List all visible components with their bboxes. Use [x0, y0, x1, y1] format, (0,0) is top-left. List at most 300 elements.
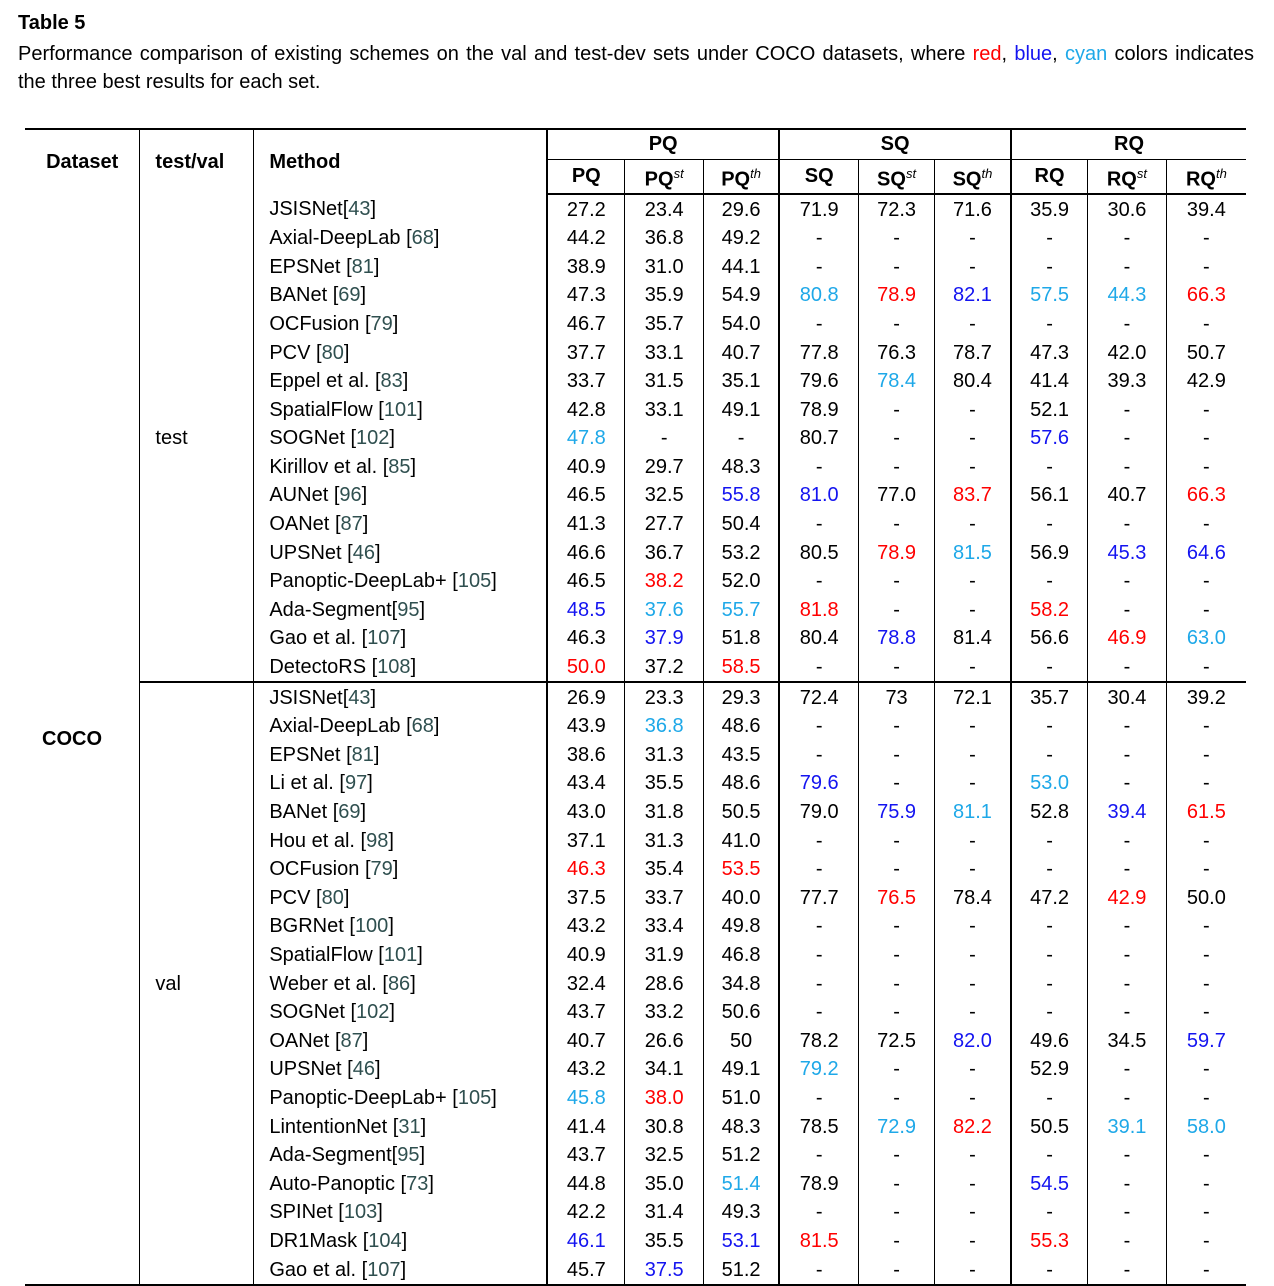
- value-cell: -: [934, 826, 1011, 855]
- value-cell: -: [779, 912, 859, 941]
- value-cell: -: [1088, 567, 1167, 596]
- value-cell: -: [1166, 395, 1246, 424]
- value-cell: -: [1088, 912, 1167, 941]
- value-cell: 42.8: [547, 395, 625, 424]
- method-spacer: [345, 427, 351, 449]
- value-cell: 46.1: [547, 1227, 625, 1256]
- value-cell: 48.6: [704, 769, 780, 798]
- value-cell: 52.0: [704, 567, 780, 596]
- method-text: Panoptic-DeepLab+: [269, 570, 447, 593]
- value-cell: 52.1: [1011, 395, 1088, 424]
- citation-link[interactable]: 69: [338, 801, 361, 824]
- value-cell: -: [1011, 998, 1088, 1027]
- value-cell: 27.2: [547, 194, 625, 224]
- citation-link[interactable]: 97: [344, 772, 368, 795]
- value-cell: 51.4: [704, 1169, 780, 1198]
- value-cell: 78.4: [859, 367, 935, 396]
- value-cell: -: [859, 712, 935, 741]
- metric-label: SQ: [804, 165, 834, 188]
- value-cell: 37.5: [625, 1255, 704, 1285]
- value-cell: 23.4: [625, 194, 704, 224]
- method-text: OANet: [269, 513, 330, 536]
- citation-link[interactable]: 107: [367, 1258, 401, 1281]
- metric-label: PQ: [721, 168, 751, 191]
- citation-link[interactable]: 73: [406, 1172, 429, 1195]
- value-cell: -: [859, 653, 935, 683]
- value-cell: 49.3: [704, 1198, 780, 1227]
- value-cell: -: [779, 941, 859, 970]
- header-metric: [1166, 159, 1246, 194]
- value-cell: -: [1166, 1227, 1246, 1256]
- metric-label: RQ: [1034, 165, 1065, 188]
- citation-link[interactable]: 87: [340, 1029, 363, 1052]
- value-cell: 40.7: [704, 338, 780, 367]
- citation-link[interactable]: 98: [366, 829, 389, 852]
- value-cell: 45.3: [1088, 538, 1167, 567]
- method-name: DR1Mask [104]: [254, 1227, 547, 1256]
- value-cell: -: [934, 424, 1011, 453]
- citation-link[interactable]: 68: [411, 715, 434, 738]
- value-cell: -: [1011, 941, 1088, 970]
- value-cell: -: [934, 1198, 1011, 1227]
- value-cell: -: [934, 395, 1011, 424]
- citation-link[interactable]: 80: [321, 341, 344, 364]
- value-cell: 29.7: [625, 453, 704, 482]
- value-cell: 54.9: [704, 281, 780, 310]
- value-cell: 71.9: [779, 194, 859, 224]
- value-cell: -: [1166, 712, 1246, 741]
- value-cell: 80.4: [934, 367, 1011, 396]
- metric-label: RQ: [1185, 168, 1216, 191]
- value-cell: 41.3: [547, 510, 625, 539]
- value-cell: 51.0: [704, 1084, 780, 1113]
- value-cell: 43.5: [704, 741, 780, 770]
- value-cell: 78.5: [779, 1112, 859, 1141]
- value-cell: -: [859, 424, 935, 453]
- method-spacer: [387, 1116, 393, 1138]
- value-cell: 55.3: [1011, 1227, 1088, 1256]
- citation-link[interactable]: 79: [370, 312, 393, 335]
- method-text: EPSNet: [269, 743, 341, 766]
- value-cell: -: [934, 712, 1011, 741]
- value-cell: 80.4: [779, 624, 859, 653]
- value-cell: 35.0: [625, 1169, 704, 1198]
- method-spacer: [377, 456, 383, 478]
- value-cell: 29.3: [704, 682, 780, 712]
- value-cell: 46.3: [547, 855, 625, 884]
- value-cell: 71.6: [934, 194, 1011, 224]
- value-cell: 79.0: [779, 798, 859, 827]
- citation-link[interactable]: 96: [339, 484, 362, 507]
- value-cell: 50.5: [704, 798, 780, 827]
- value-cell: -: [1088, 855, 1167, 884]
- value-cell: -: [859, 1227, 935, 1256]
- method-spacer: [344, 915, 350, 937]
- method-name: BANet [69]: [254, 281, 547, 310]
- value-cell: 76.5: [859, 884, 935, 913]
- value-cell: 83.7: [934, 481, 1011, 510]
- value-cell: -: [1011, 252, 1088, 281]
- citation-link[interactable]: 86: [387, 972, 411, 995]
- value-cell: 76.3: [859, 338, 935, 367]
- value-cell: -: [1088, 653, 1167, 683]
- value-cell: -: [1011, 826, 1088, 855]
- value-cell: -: [1166, 1084, 1246, 1113]
- method-text: PCV: [269, 886, 311, 909]
- method-name: OCFusion [79]: [254, 855, 547, 884]
- value-cell: -: [934, 855, 1011, 884]
- value-cell: -: [1166, 1255, 1246, 1285]
- method-text: Ada-Segment: [269, 598, 392, 621]
- value-cell: 28.6: [625, 969, 704, 998]
- value-cell: -: [1166, 596, 1246, 625]
- method-spacer: [328, 484, 334, 506]
- method-text: SpatialFlow: [269, 398, 373, 421]
- citation-link[interactable]: 79: [370, 858, 393, 881]
- method-text: Panoptic-DeepLab+: [269, 1086, 447, 1109]
- value-cell: -: [779, 567, 859, 596]
- metric-label: PQ: [571, 165, 601, 188]
- value-cell: -: [859, 826, 935, 855]
- citation-link[interactable]: 80: [321, 886, 344, 909]
- value-cell: -: [779, 252, 859, 281]
- method-name: JSISNet[43]: [254, 682, 547, 712]
- value-cell: 38.2: [625, 567, 704, 596]
- citation-link[interactable]: 105: [457, 1086, 492, 1109]
- method-spacer: [342, 1058, 348, 1080]
- metric-superscript: st: [673, 165, 684, 181]
- value-cell: 66.3: [1166, 281, 1246, 310]
- method-name: DetectoRS [108]: [254, 653, 547, 683]
- value-cell: -: [1011, 712, 1088, 741]
- method-name: PCV [80]: [254, 884, 547, 913]
- value-cell: 45.8: [547, 1084, 625, 1113]
- value-cell: 39.1: [1088, 1112, 1167, 1141]
- value-cell: 44.2: [547, 224, 625, 253]
- method-spacer: [373, 944, 379, 966]
- value-cell: 32.4: [547, 969, 625, 998]
- citation-link[interactable]: 102: [356, 427, 390, 450]
- value-cell: 26.9: [547, 682, 625, 712]
- citation-link[interactable]: 95: [397, 598, 420, 621]
- citation-link[interactable]: 68: [411, 227, 434, 250]
- method-text: SPINet: [269, 1201, 333, 1224]
- split-label: val: [140, 682, 254, 1284]
- citation-link[interactable]: 43: [348, 686, 371, 709]
- method-text: SOGNet: [269, 1001, 345, 1024]
- table-title: Table 5: [18, 12, 86, 34]
- metric-superscript: th: [750, 165, 761, 181]
- value-cell: -: [779, 969, 859, 998]
- value-cell: 35.7: [625, 310, 704, 339]
- value-cell: 49.8: [704, 912, 780, 941]
- citation-link[interactable]: 102: [356, 1001, 390, 1024]
- value-cell: -: [779, 453, 859, 482]
- method-name: Weber et al. [86]: [254, 969, 547, 998]
- header-row-groups: [25, 129, 1246, 159]
- value-cell: 72.9: [859, 1112, 935, 1141]
- value-cell: 38.9: [547, 252, 625, 281]
- citation-link[interactable]: 101: [383, 943, 418, 966]
- citation-link[interactable]: 101: [383, 398, 418, 421]
- value-cell: 47.3: [547, 281, 625, 310]
- value-cell: 39.2: [1166, 682, 1246, 712]
- header-group-rq: RQ: [1011, 129, 1246, 159]
- value-cell: -: [1088, 224, 1167, 253]
- value-cell: -: [859, 395, 935, 424]
- citation-link[interactable]: 104: [368, 1229, 402, 1252]
- value-cell: 43.7: [547, 1141, 625, 1170]
- citation-link[interactable]: 107: [367, 627, 401, 650]
- value-cell: -: [1166, 252, 1246, 281]
- value-cell: -: [779, 712, 859, 741]
- method-spacer: [327, 801, 333, 823]
- value-cell: 48.5: [547, 596, 625, 625]
- value-cell: 47.8: [547, 424, 625, 453]
- value-cell: 42.0: [1088, 338, 1167, 367]
- header-metric: [1011, 159, 1088, 194]
- citation-link[interactable]: 46: [352, 541, 375, 564]
- value-cell: 44.3: [1088, 281, 1167, 310]
- value-cell: 34.5: [1088, 1026, 1167, 1055]
- value-cell: 46.6: [547, 538, 625, 567]
- value-cell: -: [779, 998, 859, 1027]
- table-caption: Performance comparison of existing schemes on the val and test-dev sets under COCO datasets, where red, blue, cyan colors indicates the three best results for each set.: [18, 43, 1255, 93]
- value-cell: 35.7: [1011, 682, 1088, 712]
- method-spacer: [447, 1087, 453, 1109]
- method-text: OANet: [269, 1029, 330, 1052]
- value-cell: 49.2: [704, 224, 780, 253]
- method-spacer: [310, 342, 316, 364]
- value-cell: -: [1166, 567, 1246, 596]
- value-cell: 80.5: [779, 538, 859, 567]
- value-cell: 35.5: [625, 1227, 704, 1256]
- value-cell: 37.9: [625, 624, 704, 653]
- method-text: DR1Mask: [269, 1229, 358, 1252]
- value-cell: 53.1: [704, 1227, 780, 1256]
- caption-red-word: red: [972, 43, 1002, 65]
- value-cell: -: [1088, 453, 1167, 482]
- citation-link[interactable]: 81: [351, 255, 374, 278]
- value-cell: 57.6: [1011, 424, 1088, 453]
- split-label: test: [140, 194, 254, 682]
- method-name: EPSNet [81]: [254, 252, 547, 281]
- value-cell: 37.2: [625, 653, 704, 683]
- value-cell: 35.1: [704, 367, 780, 396]
- method-spacer: [401, 715, 407, 737]
- value-cell: -: [779, 653, 859, 683]
- value-cell: 53.0: [1011, 769, 1088, 798]
- value-cell: 77.8: [779, 338, 859, 367]
- value-cell: 50.5: [1011, 1112, 1088, 1141]
- value-cell: 47.3: [1011, 338, 1088, 367]
- value-cell: -: [779, 1198, 859, 1227]
- method-text: LintentionNet: [269, 1115, 388, 1138]
- value-cell: -: [1011, 653, 1088, 683]
- value-cell: 51.8: [704, 624, 780, 653]
- value-cell: -: [859, 224, 935, 253]
- citation-link[interactable]: 69: [338, 284, 361, 307]
- value-cell: 79.2: [779, 1055, 859, 1084]
- value-cell: -: [934, 1169, 1011, 1198]
- value-cell: 31.0: [625, 252, 704, 281]
- caption-text-before: Performance comparison of existing schemes on the val and test-dev sets under COCO datasets, where: [18, 43, 966, 65]
- value-cell: -: [934, 310, 1011, 339]
- value-cell: -: [1166, 969, 1246, 998]
- value-cell: -: [859, 1084, 935, 1113]
- method-spacer: [359, 313, 365, 335]
- header-method: Method: [254, 129, 547, 194]
- value-cell: 49.1: [704, 395, 780, 424]
- value-cell: 46.5: [547, 567, 625, 596]
- value-cell: -: [859, 1055, 935, 1084]
- value-cell: -: [1088, 395, 1167, 424]
- value-cell: 50.6: [704, 998, 780, 1027]
- value-cell: -: [934, 567, 1011, 596]
- header-testval: test/val: [140, 129, 254, 194]
- value-cell: 77.0: [859, 481, 935, 510]
- table-body: [25, 194, 1246, 1285]
- header-dataset: Dataset: [25, 129, 140, 194]
- method-name: Auto-Panoptic [73]: [254, 1169, 547, 1198]
- value-cell: 78.8: [859, 624, 935, 653]
- method-text: Hou et al.: [269, 829, 355, 852]
- method-text: Auto-Panoptic: [269, 1172, 395, 1195]
- value-cell: -: [1166, 453, 1246, 482]
- value-cell: 81.5: [779, 1227, 859, 1256]
- value-cell: -: [859, 769, 935, 798]
- value-cell: -: [1166, 855, 1246, 884]
- value-cell: -: [1088, 826, 1167, 855]
- value-cell: 52.8: [1011, 798, 1088, 827]
- citation-link[interactable]: 83: [380, 370, 403, 393]
- value-cell: -: [934, 769, 1011, 798]
- value-cell: 56.9: [1011, 538, 1088, 567]
- caption-text-after: colors indicates the three best results for each set.: [18, 43, 1255, 93]
- metric-label: RQ: [1106, 168, 1137, 191]
- value-cell: 72.4: [779, 682, 859, 712]
- value-cell: 32.5: [625, 1141, 704, 1170]
- value-cell: -: [934, 941, 1011, 970]
- value-cell: 54.0: [704, 310, 780, 339]
- value-cell: -: [859, 567, 935, 596]
- value-cell: 78.7: [934, 338, 1011, 367]
- header-metric: [859, 159, 935, 194]
- value-cell: 77.7: [779, 884, 859, 913]
- citation-link[interactable]: 43: [348, 198, 371, 221]
- value-cell: -: [859, 310, 935, 339]
- value-cell: -: [1166, 826, 1246, 855]
- method-text: Gao et al.: [269, 627, 357, 650]
- metric-superscript: st: [905, 165, 917, 181]
- value-cell: -: [859, 596, 935, 625]
- value-cell: 41.4: [547, 1112, 625, 1141]
- method-text: SpatialFlow: [269, 943, 373, 966]
- value-cell: -: [859, 1141, 935, 1170]
- citation-link[interactable]: 87: [340, 513, 363, 536]
- value-cell: -: [1166, 653, 1246, 683]
- citation-link[interactable]: 81: [351, 743, 374, 766]
- value-cell: 26.6: [625, 1026, 704, 1055]
- method-text: Eppel et al.: [269, 370, 370, 393]
- citation-link[interactable]: 100: [354, 915, 389, 938]
- value-cell: 46.9: [1088, 624, 1167, 653]
- value-cell: 82.1: [934, 281, 1011, 310]
- value-cell: 41.0: [704, 826, 780, 855]
- value-cell: -: [1166, 310, 1246, 339]
- method-name: Panoptic-DeepLab+ [105]: [254, 1084, 547, 1113]
- value-cell: 81.8: [779, 596, 859, 625]
- method-name: Ada-Segment[95]: [254, 596, 547, 625]
- method-name: OANet [87]: [254, 510, 547, 539]
- method-spacer: [356, 1259, 362, 1281]
- value-cell: 31.4: [625, 1198, 704, 1227]
- value-cell: -: [934, 252, 1011, 281]
- value-cell: 64.6: [1166, 538, 1246, 567]
- value-cell: -: [1088, 252, 1167, 281]
- citation-link[interactable]: 105: [457, 570, 492, 593]
- method-text: JSISNet: [269, 198, 343, 221]
- value-cell: 40.0: [704, 884, 780, 913]
- value-cell: -: [1166, 510, 1246, 539]
- value-cell: -: [934, 1084, 1011, 1113]
- method-name: Gao et al. [107]: [254, 624, 547, 653]
- value-cell: 36.8: [625, 224, 704, 253]
- value-cell: 46.3: [547, 624, 625, 653]
- value-cell: 36.7: [625, 538, 704, 567]
- method-spacer: [369, 370, 375, 392]
- method-name: Hou et al. [98]: [254, 826, 547, 855]
- value-cell: -: [1088, 1084, 1167, 1113]
- citation-link[interactable]: 85: [388, 455, 411, 478]
- value-cell: 27.7: [625, 510, 704, 539]
- method-text: Axial-DeepLab: [269, 227, 401, 250]
- method-spacer: [342, 542, 348, 564]
- method-name: Kirillov et al. [85]: [254, 453, 547, 482]
- value-cell: -: [1166, 1169, 1246, 1198]
- value-cell: -: [934, 998, 1011, 1027]
- value-cell: 81.5: [934, 538, 1011, 567]
- value-cell: -: [1166, 1198, 1246, 1227]
- value-cell: 58.5: [704, 653, 780, 683]
- value-cell: 40.9: [547, 453, 625, 482]
- value-cell: 61.5: [1166, 798, 1246, 827]
- value-cell: 66.3: [1166, 481, 1246, 510]
- metric-label: SQ: [877, 168, 906, 191]
- value-cell: -: [1088, 712, 1167, 741]
- metric-label: PQ: [644, 168, 674, 191]
- citation-link[interactable]: 108: [377, 656, 411, 679]
- value-cell: 45.7: [547, 1255, 625, 1285]
- value-cell: 56.1: [1011, 481, 1088, 510]
- citation-link[interactable]: 95: [397, 1144, 420, 1167]
- value-cell: 49.1: [704, 1055, 780, 1084]
- method-text: BANet: [269, 284, 328, 307]
- citation-link[interactable]: 103: [343, 1201, 378, 1224]
- value-cell: -: [1166, 1141, 1246, 1170]
- value-cell: -: [1011, 510, 1088, 539]
- value-cell: 48.3: [704, 453, 780, 482]
- value-cell: 81.0: [779, 481, 859, 510]
- value-cell: 40.7: [1088, 481, 1167, 510]
- citation-link[interactable]: 46: [352, 1058, 375, 1081]
- value-cell: 48.6: [704, 712, 780, 741]
- method-spacer: [366, 656, 372, 678]
- value-cell: -: [934, 969, 1011, 998]
- citation-link[interactable]: 31: [398, 1115, 421, 1138]
- value-cell: -: [1166, 741, 1246, 770]
- value-cell: 31.3: [625, 741, 704, 770]
